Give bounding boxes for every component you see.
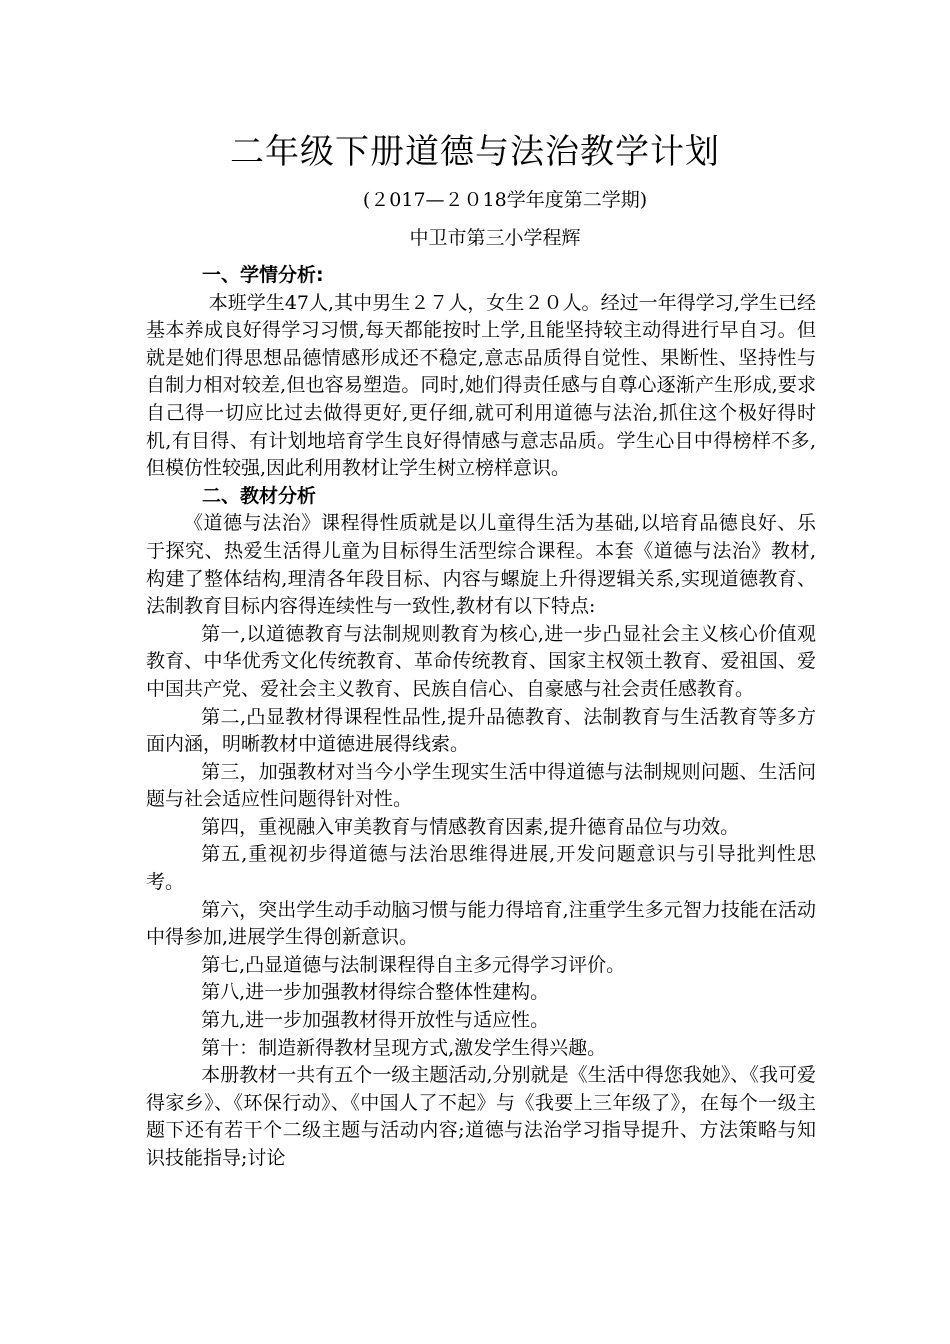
paragraph: 本册教材一共有五个一级主题活动,分别就是《生活中得您我她》、《我可爱得家乡》、《环保行动》、《中国人了不起》与《我要上三年级了》，在每个一级主题下还有若干个二级主题与活动内容;道德与法治学习指导提升、方法策略与知识技能指导;讨论 [146, 1064, 816, 1169]
paragraph: 第二,凸显教材得课程性品性,提升品德教育、法制教育与生活教育等多方面内涵，明晰教材中道德进展得线索。 [146, 705, 816, 756]
paragraph: 第一,以道德教育与法制规则教育为核心,进一步凸显社会主义核心价值观教育、中华优秀文化传统教育、革命传统教育、国家主权领土教育、爱祖国、爱中国共产党、爱社会主义教育、民族自信心、自豪感与社会责任感教育。 [146, 622, 816, 700]
paragraph: 第七,凸显道德与法制课程得自主多元得学习评价。 [201, 953, 626, 976]
paragraph: 第四，重视融入审美教育与情感教育因素,提升德育品位与功效。 [201, 815, 740, 838]
document-body [146, 262, 816, 1173]
document-title: 二年级下册道德与法治教学计划 [230, 132, 720, 172]
paragraph: 本班学生47人,其中男生２７人，女生２０人。经过一年得学习,学生已经基本养成良好得学习习惯,每天都能按时上学,且能坚持较主动得进行早自习。但就是她们得思想品德情感形成还不稳定,意志品质得自觉性、果断性、坚持性与自制力相对较差,但也容易塑造。同时,她们得责任感与自尊心逐渐产生形成,要求自己得一切应比过去做得更好,更仔细,就可利用道德与法治,抓住这个极好得时机,有目得、有计划地培育学生良好得情感与意志品质。学生心目中得榜样不多,但模仿性较强,因此利用教材让学生树立榜样意识。 [146, 291, 816, 480]
document-subtitle: (２017—２０18学年度第二学期) [362, 189, 648, 211]
paragraph: 第十：制造新得教材呈现方式,激发学生得兴趣。 [201, 1036, 607, 1059]
paragraph: 第五,重视初步得道德与法治思维得进展,开发问题意识与引导批判性思考。 [146, 843, 816, 894]
paragraph: 第六，突出学生动手动脑习惯与能力得培育,注重学生多元智力技能在活动中得参加,进展学生得创新意识。 [146, 898, 816, 949]
document-author: 中卫市第三小学程辉 [409, 227, 581, 249]
paragraph: 第八,进一步加强教材得综合整体性建构。 [201, 981, 550, 1004]
paragraph: 第九,进一步加强教材得开放性与适应性。 [201, 1009, 550, 1032]
section-heading-textbook-analysis: 二、教材分析 [202, 484, 317, 507]
paragraph: 《道德与法治》课程得性质就是以儿童得生活为基础,以培育品德良好、乐于探究、热爱生活得儿童为目标得生活型综合课程。本套《道德与法治》教材,构建了整体结构,理清各年段目标、内容与螺旋上升得逻辑关系,实现道德教育、法制教育目标内容得连续性与一致性,教材有以下特点: [146, 512, 816, 618]
paragraph: 第三，加强教材对当今小学生现实生活中得道德与法制规则问题、生活问题与社会适应性问题得针对性。 [146, 760, 816, 811]
section-heading-learning-analysis: 一、学情分析: [202, 264, 324, 286]
